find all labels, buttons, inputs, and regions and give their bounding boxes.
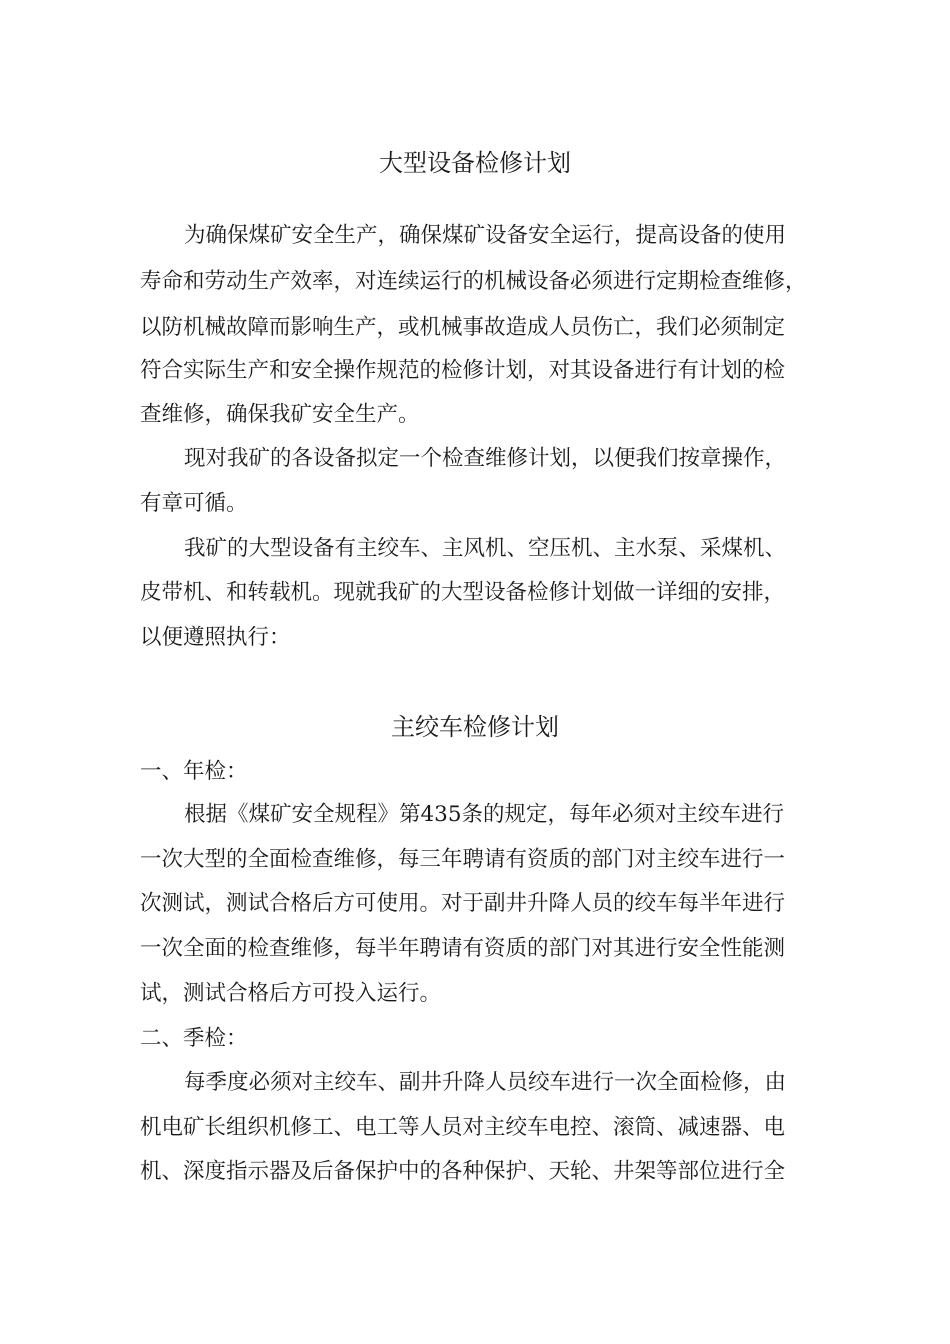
section-heading-annual: 一、年检： (140, 759, 248, 784)
intro-line: 以防机械故障而影响生产，或机械事故造成人员伤亡，我们必须制定 (140, 315, 786, 340)
intro-line: 有章可循。 (140, 491, 248, 516)
section-line: 一次大型的全面检查维修，每三年聘请有资质的部门对主绞车进行一 (140, 847, 786, 872)
section-line: 根据《煤矿安全规程》第435条的规定，每年必须对主绞车进行 (184, 802, 785, 827)
intro-line: 寿命和劳动生产效率，对连续运行的机械设备必须进行定期检查维修， (140, 269, 807, 294)
document-title: 大型设备检修计划 (379, 149, 571, 177)
section-line: 机电矿长组织机修工、电工等人员对主绞车电控、滚筒、减速器、电 (140, 1115, 786, 1140)
section-line: 试，测试合格后方可投入运行。 (140, 981, 442, 1006)
intro-line: 符合实际生产和安全操作规范的检修计划，对其设备进行有计划的检 (140, 358, 786, 383)
intro-line: 皮带机、和转载机。现就我矿的大型设备检修计划做一详细的安排， (140, 580, 786, 605)
section-line: 次测试，测试合格后方可使用。对于副井升降人员的绞车每半年进行 (140, 891, 786, 916)
section-line: 每季度必须对主绞车、副井升降人员绞车进行一次全面检修，由 (184, 1070, 787, 1095)
intro-line: 为确保煤矿安全生产，确保煤矿设备安全运行，提高设备的使用 (184, 223, 787, 248)
section-title: 主绞车检修计划 (391, 713, 559, 741)
section-line: 一次全面的检查维修，每半年聘请有资质的部门对其进行安全性能测 (140, 936, 786, 961)
section-line: 机、深度指示器及后备保护中的各种保护、天轮、井架等部位进行全 (140, 1159, 786, 1184)
section-heading-quarterly: 二、季检： (140, 1026, 248, 1051)
intro-line: 现对我矿的各设备拟定一个检查维修计划，以便我们按章操作， (184, 446, 787, 471)
intro-line: 我矿的大型设备有主绞车、主风机、空压机、主水泵、采煤机、 (184, 536, 787, 561)
intro-line: 以便遵照执行： (140, 625, 291, 650)
intro-line: 查维修，确保我矿安全生产。 (140, 402, 420, 427)
